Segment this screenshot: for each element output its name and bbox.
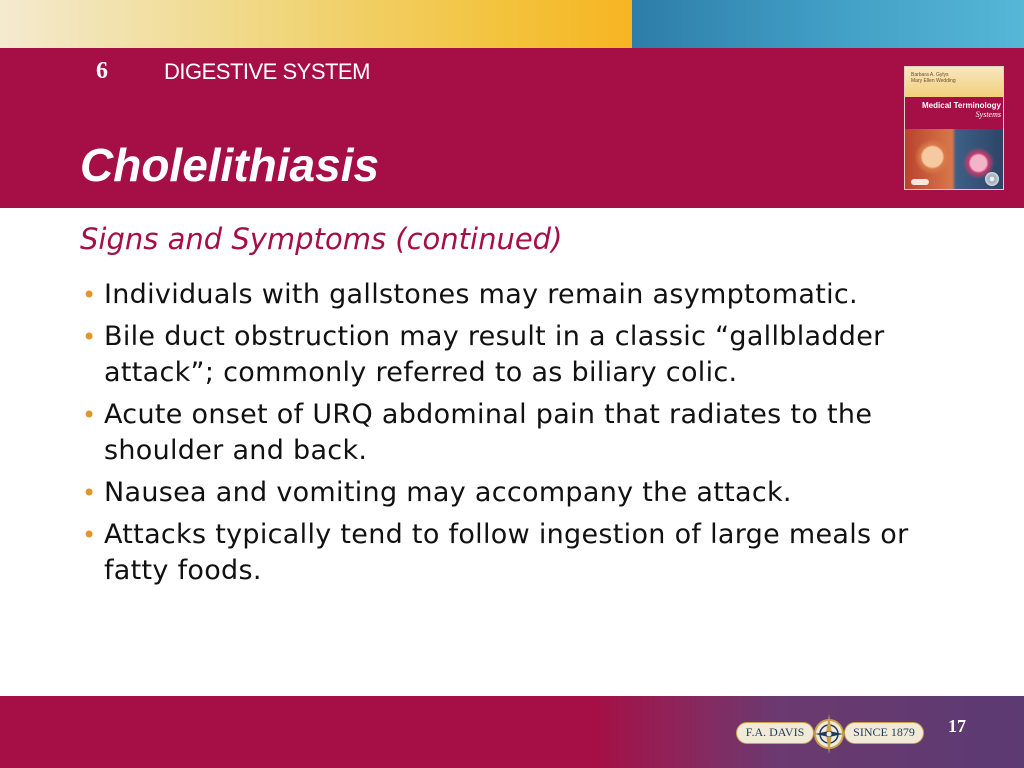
compass-icon: [810, 712, 848, 756]
bullet-icon: •: [82, 521, 97, 549]
bullet-icon: •: [82, 323, 97, 351]
book-cover-image: [904, 66, 1004, 190]
book-cover-subtitle: Systems: [975, 110, 1001, 119]
top-decorative-strip-blue: [632, 0, 1024, 48]
bullet-text: Acute onset of URQ abdominal pain that radiates to the shoulder and back.: [104, 399, 873, 466]
bullet-text: Attacks typically tend to follow ingestion of large meals or fatty foods.: [104, 519, 909, 586]
book-cover-title: Medical Terminology: [922, 101, 1001, 110]
bullet-item: [80, 319, 940, 391]
bullet-icon: •: [82, 281, 97, 309]
chapter-number: 6: [96, 58, 108, 84]
bullet-icon: •: [82, 479, 97, 507]
logo-right-label: SINCE 1879: [844, 722, 924, 744]
publisher-logo-icon: [911, 179, 929, 185]
bullet-item: [80, 277, 940, 313]
bullet-text: Individuals with gallstones may remain asymptomatic.: [104, 279, 858, 310]
bullet-icon: •: [82, 401, 97, 429]
fa-davis-logo: [736, 712, 926, 756]
book-cover-authors: Barbara A. Gylys Mary Ellen Wedding: [911, 72, 956, 84]
logo-left-label: F.A. DAVIS: [736, 722, 814, 744]
slide-title: Cholelithiasis: [80, 139, 380, 191]
chapter-title: DIGESTIVE SYSTEM: [164, 59, 370, 84]
bullet-text: Nausea and vomiting may accompany the attack.: [104, 477, 792, 508]
bullet-item: [80, 397, 940, 469]
section-subheading: Signs and Symptoms (continued): [80, 222, 563, 256]
bullet-text: Bile duct obstruction may result in a classic “gallbladder attack”; commonly referred to as biliary colic.: [104, 321, 885, 388]
bullet-list: [80, 277, 940, 595]
bullet-item: [80, 517, 940, 589]
page-number: 17: [948, 716, 966, 736]
bullet-item: [80, 475, 940, 511]
cd-disc-icon: [985, 172, 999, 186]
